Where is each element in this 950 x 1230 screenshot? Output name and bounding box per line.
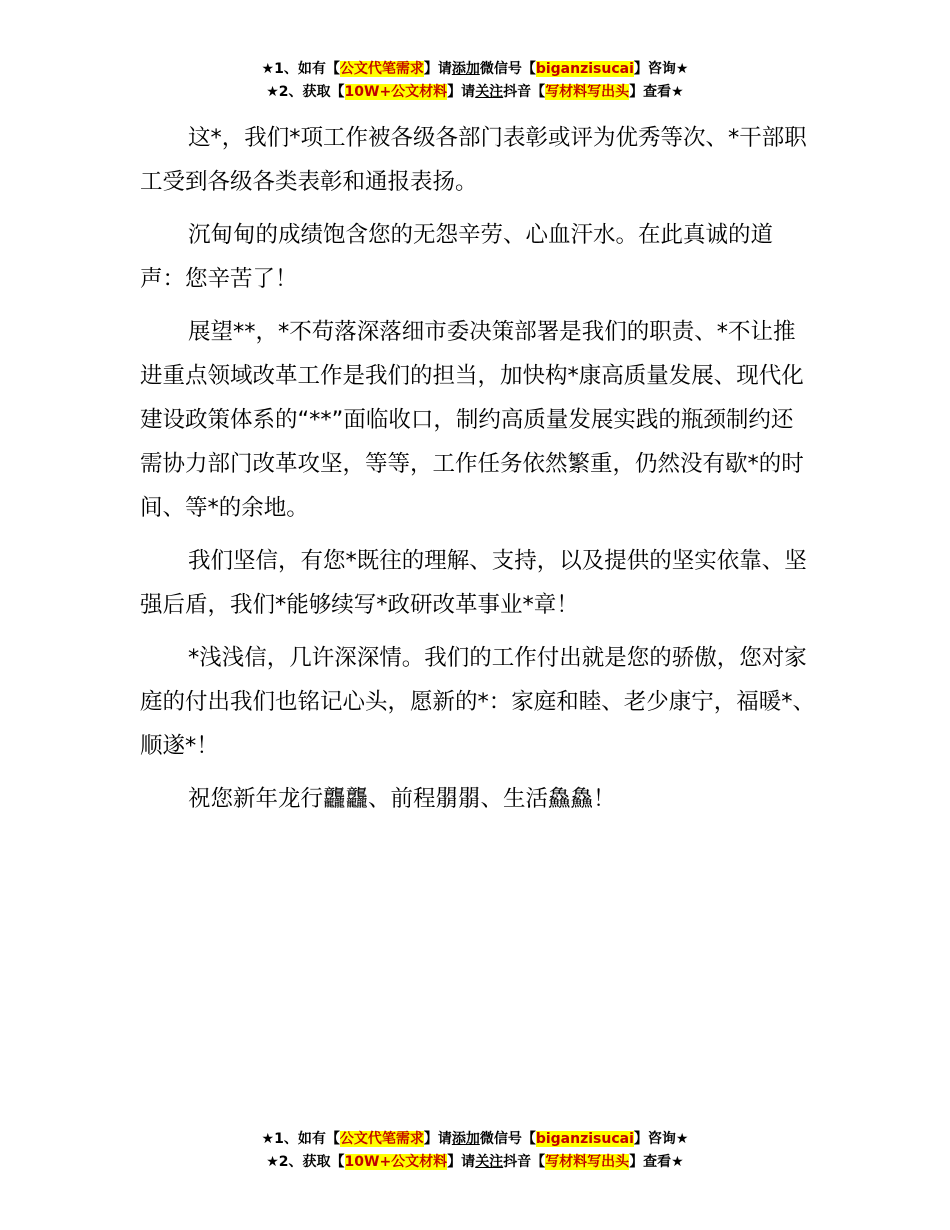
letter-body: [140, 116, 815, 830]
service-highlight: 公文代笔需求: [339, 61, 424, 77]
service-highlight: 公文代笔需求: [339, 1131, 424, 1147]
paragraph: 这*，我们*项工作被各级各部门表彰或评为优秀等次、*干部职工受到各级各类表彰和通报表扬。: [140, 125, 807, 195]
paragraph: 展望**，*不苟落深落细市委决策部署是我们的职责、*不让推进重点领域改革工作是我们的担当，加快构*康高质量发展、现代化建设政策体系的“**”面临收口，制约高质量发展实践的瓶颈制约还需协力部门改革攻坚，等等，工作任务依然繁重，仍然没有歇*的时间、等*的余地。: [140, 319, 804, 521]
paragraph: 祝您新年龙行龘龘、前程朤朤、生活鱻鱻！: [188, 786, 616, 812]
banner-line-2: ★2、获取【10W+公文材料】请关注抖音【写材料写出头】查看★: [266, 1154, 684, 1170]
paragraph: 沉甸甸的成绩饱含您的无怨辛劳、心血汗水。在此真诚的道声：您辛苦了！: [140, 222, 774, 292]
douyin-id-highlight: 写材料写出头: [545, 1154, 630, 1170]
wechat-id-highlight: biganzisucai: [535, 61, 634, 77]
materials-highlight: 10W+公文材料: [344, 1154, 448, 1170]
paragraph: *浅浅信，几许深深情。我们的工作付出就是您的骄傲，您对家庭的付出我们也铭记心头，愿新的*：家庭和睦、老少康宁，福暖*、顺遂*！: [140, 645, 816, 759]
banner-line-1: ★1、如有【公文代笔需求】请添加微信号【biganzisucai】咨询★: [261, 61, 689, 77]
douyin-id-highlight: 写材料写出头: [545, 84, 630, 100]
banner-line-2: ★2、获取【10W+公文材料】请关注抖音【写材料写出头】查看★: [266, 84, 684, 100]
footer-banner: [0, 1128, 950, 1174]
banner-line-1: ★1、如有【公文代笔需求】请添加微信号【biganzisucai】咨询★: [261, 1131, 689, 1147]
materials-highlight: 10W+公文材料: [344, 84, 448, 100]
header-banner: [0, 58, 950, 104]
paragraph: 我们坚信，有您*既往的理解、支持，以及提供的坚实依靠、坚强后盾，我们*能够续写*政研改革事业*章！: [140, 548, 807, 618]
wechat-id-highlight: biganzisucai: [535, 1131, 634, 1147]
